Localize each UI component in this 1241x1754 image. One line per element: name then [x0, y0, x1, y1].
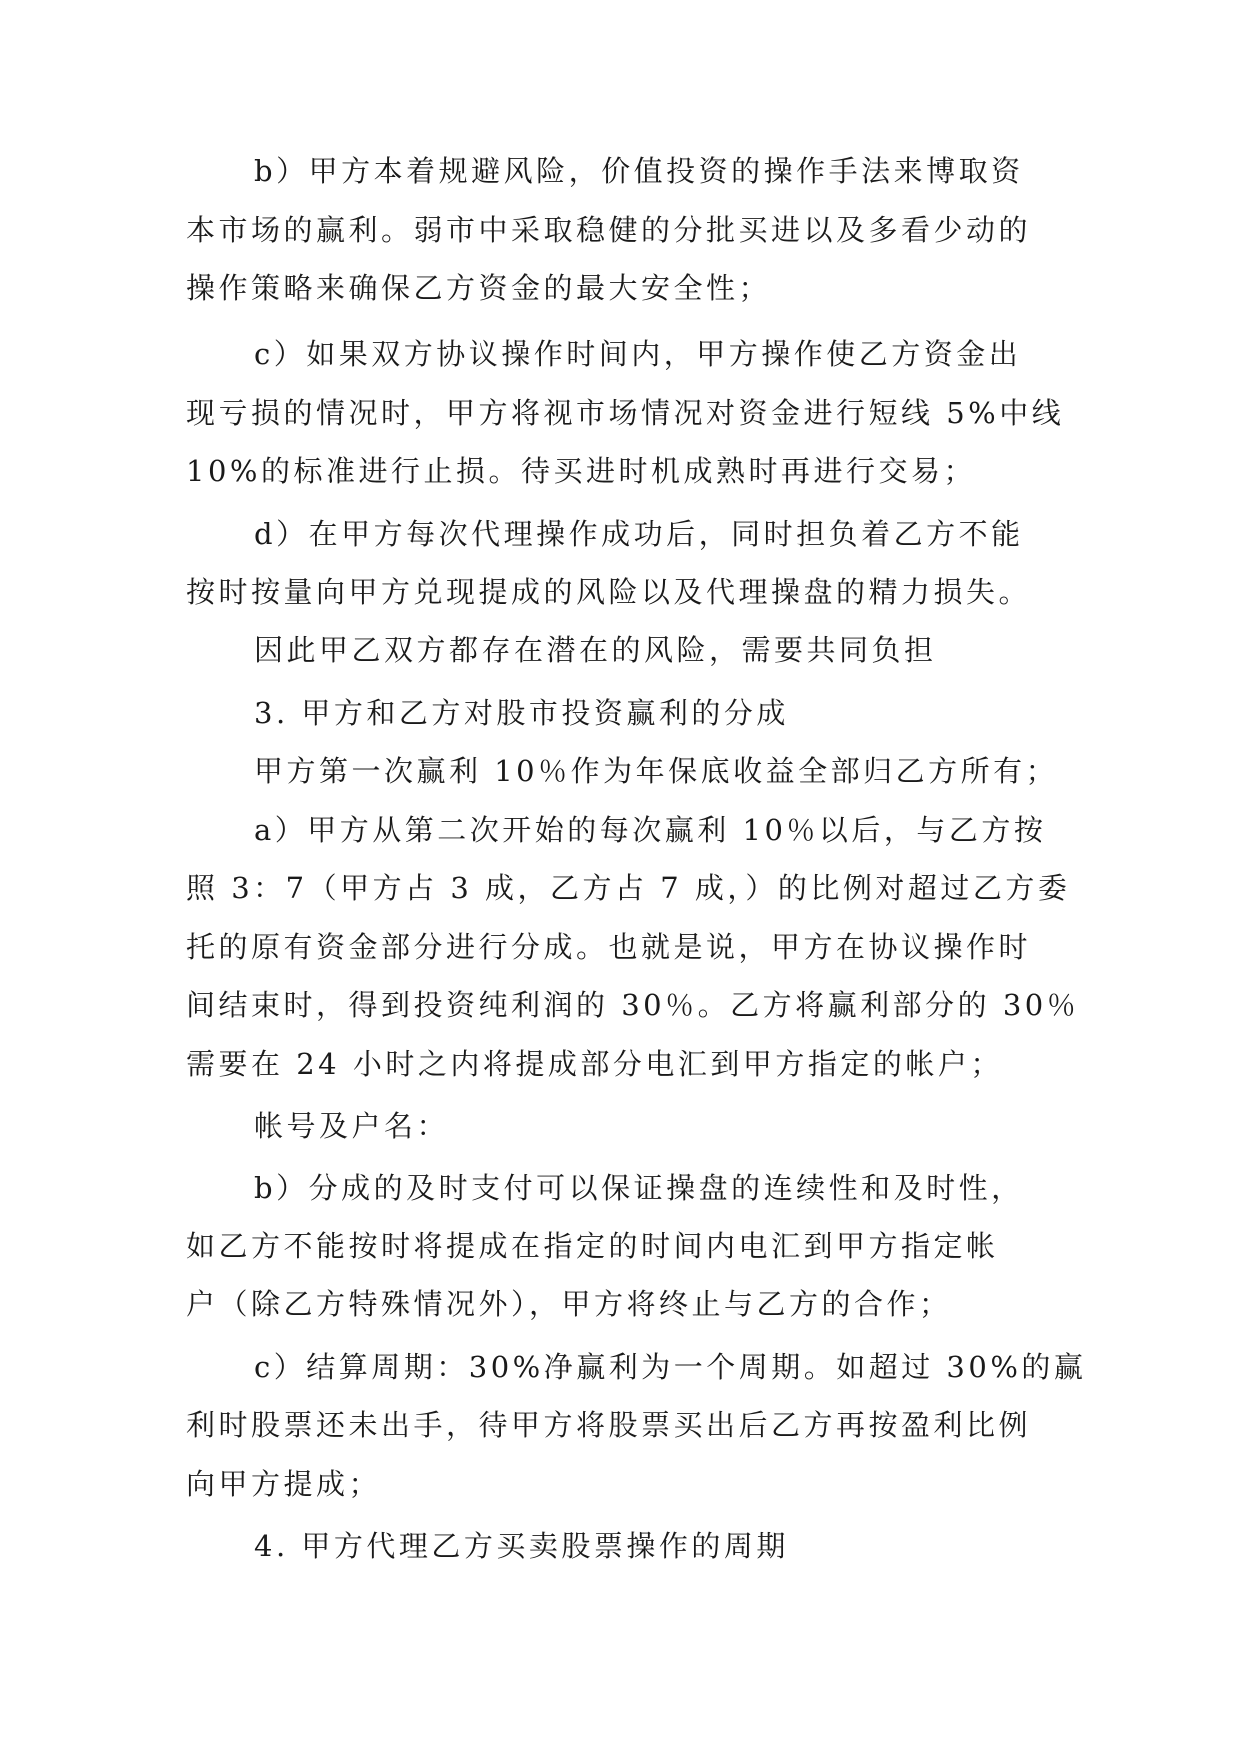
paragraph-line: c）如果双方协议操作时间内，甲方操作使乙方资金出: [254, 337, 1022, 371]
paragraph-line: 如乙方不能按时将提成在指定的时间内电汇到甲方指定帐: [186, 1229, 999, 1263]
section-heading: 4. 甲方代理乙方买卖股票操作的周期: [254, 1529, 789, 1563]
paragraph-line: 操作策略来确保乙方资金的最大安全性；: [186, 271, 772, 305]
paragraph-line: 现亏损的情况时，甲方将视市场情况对资金进行短线 5%中线: [186, 396, 1065, 430]
paragraph-line: 向甲方提成；: [186, 1467, 382, 1501]
paragraph-line: 利时股票还未出手，待甲方将股票买出后乙方再按盈利比例: [186, 1408, 1032, 1442]
section-heading: 3. 甲方和乙方对股市投资赢利的分成: [254, 696, 789, 730]
paragraph-line: 本市场的赢利。弱市中采取稳健的分批买进以及多看少动的: [186, 213, 1032, 247]
paragraph-line: 户（除乙方特殊情况外），甲方将终止与乙方的合作；: [186, 1287, 952, 1321]
paragraph-line: b）分成的及时支付可以保证操盘的连续性和及时性，: [254, 1171, 1024, 1205]
paragraph-line: c）结算周期：30%净赢利为一个周期。如超过 30%的赢: [254, 1350, 1087, 1384]
paragraph-line: d）在甲方每次代理操作成功后，同时担负着乙方不能: [254, 517, 1024, 551]
paragraph-line: 托的原有资金部分进行分成。也就是说，甲方在协议操作时: [186, 930, 1032, 964]
paragraph-line: 因此甲乙双方都存在潜在的风险，需要共同负担: [254, 633, 937, 667]
paragraph-line: 照 3：7（甲方占 3 成，乙方占 7 成，）的比例对超过乙方委: [186, 871, 1071, 905]
paragraph-line: 甲方第一次赢利 10％作为年保底收益全部归乙方所有；: [254, 754, 1059, 788]
paragraph-line: 需要在 24 小时之内将提成部分电汇到甲方指定的帐户；: [186, 1047, 1003, 1081]
paragraph-line: 间结束时，得到投资纯利润的 30％。乙方将赢利部分的 30％: [186, 988, 1080, 1022]
paragraph-line: a）甲方从第二次开始的每次赢利 10％以后，与乙方按: [254, 813, 1047, 847]
paragraph-line: 按时按量向甲方兑现提成的风险以及代理操盘的精力损失。: [186, 575, 1032, 609]
paragraph-line: b）甲方本着规避风险，价值投资的操作手法来博取资: [254, 154, 1024, 188]
paragraph-line: 10%的标准进行止损。待买进时机成熟时再进行交易；: [186, 454, 976, 488]
paragraph-line: 帐号及户名：: [254, 1109, 450, 1143]
